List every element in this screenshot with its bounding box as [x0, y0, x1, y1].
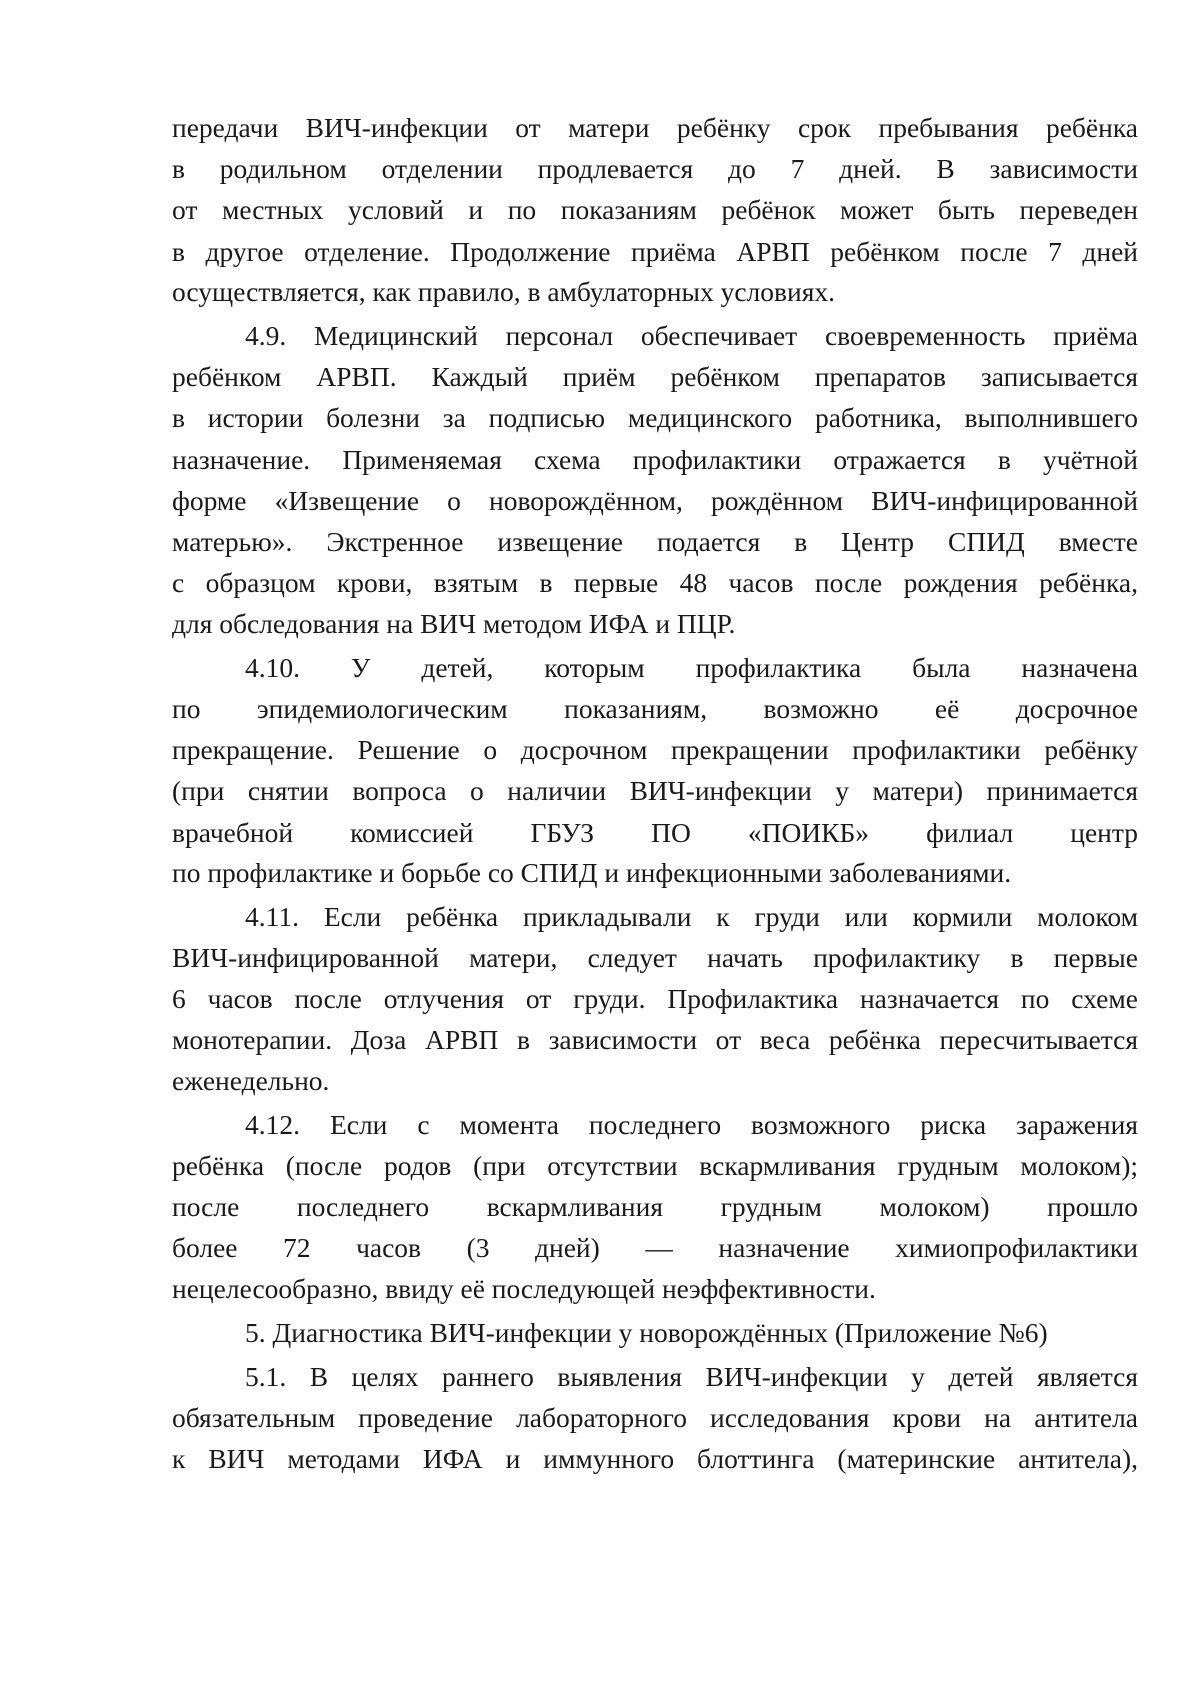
text-line: по эпидемиологическим показаниям, возможно её досрочное: [172, 693, 1138, 724]
paragraph-5-1-first-line: 5.1. В целях раннего выявления ВИЧ-инфекции у детей является: [245, 1361, 1138, 1392]
text-line: более 72 часов (3 дней) — назначение химиопрофилактики: [172, 1232, 1138, 1263]
text-line: 6 часов после отлучения от груди. Профилактика назначается по схеме: [172, 983, 1138, 1014]
paragraph-4-10-first-line: 4.10. У детей, которым профилактика была назначена: [245, 652, 1138, 683]
text-line: к ВИЧ методами ИФА и иммунного блоттинга (материнские антитела),: [172, 1443, 1138, 1474]
text-line: ВИЧ-инфицированной матери, следует начать профилактику в первые: [172, 942, 1138, 973]
text-line: еженедельно.: [172, 1065, 330, 1096]
text-line: в истории болезни за подписью медицинского работника, выполнившего: [172, 402, 1138, 433]
section-5-heading: 5. Диагностика ВИЧ-инфекции у новорождённых (Приложение №6): [245, 1317, 1048, 1348]
text-line: ребёнка (после родов (при отсутствии вскармливания грудным молоком);: [172, 1150, 1138, 1181]
text-line: форме «Извещение о новорождённом, рождённом ВИЧ-инфицированной: [172, 485, 1138, 516]
text-line: назначение. Применяемая схема профилактики отражается в учётной: [172, 444, 1138, 475]
text-line: от местных условий и по показаниям ребёнок может быть переведен: [172, 194, 1138, 225]
paragraph-4-12-first-line: 4.12. Если с момента последнего возможного риска заражения: [245, 1109, 1138, 1140]
text-line: в другое отделение. Продолжение приёма АРВП ребёнком после 7 дней: [172, 236, 1138, 267]
text-line: матерью». Экстренное извещение подается в Центр СПИД вместе: [172, 526, 1138, 557]
text-line: ребёнком АРВП. Каждый приём ребёнком препаратов записывается: [172, 361, 1138, 392]
text-line: нецелесообразно, ввиду её последующей неэффективности.: [172, 1273, 876, 1304]
text-line: в родильном отделении продлевается до 7 дней. В зависимости: [172, 153, 1138, 184]
text-line: прекращение. Решение о досрочном прекращении профилактики ребёнку: [172, 734, 1138, 765]
text-line: обязательным проведение лабораторного исследования крови на антитела: [172, 1402, 1138, 1433]
text-line: (при снятии вопроса о наличии ВИЧ-инфекции у матери) принимается: [172, 775, 1138, 806]
paragraph-4-9-first-line: 4.9. Медицинский персонал обеспечивает своевременность приёма: [245, 320, 1138, 351]
text-line: монотерапии. Доза АРВП в зависимости от веса ребёнка пересчитывается: [172, 1024, 1138, 1055]
text-line: передачи ВИЧ-инфекции от матери ребёнку срок пребывания ребёнка: [172, 112, 1138, 143]
text-line: с образцом крови, взятым в первые 48 часов после рождения ребёнка,: [172, 567, 1138, 598]
text-line: по профилактике и борьбе со СПИД и инфекционными заболеваниями.: [172, 857, 1012, 888]
text-line: для обследования на ВИЧ методом ИФА и ПЦР.: [172, 608, 736, 639]
text-line: врачебной комиссией ГБУЗ ПО «ПОИКБ» филиал центр: [172, 817, 1138, 848]
paragraph-4-11-first-line: 4.11. Если ребёнка прикладывали к груди или кормили молоком: [245, 901, 1138, 932]
text-line: осуществляется, как правило, в амбулаторных условиях.: [172, 276, 836, 307]
text-line: после последнего вскармливания грудным молоком) прошло: [172, 1191, 1138, 1222]
